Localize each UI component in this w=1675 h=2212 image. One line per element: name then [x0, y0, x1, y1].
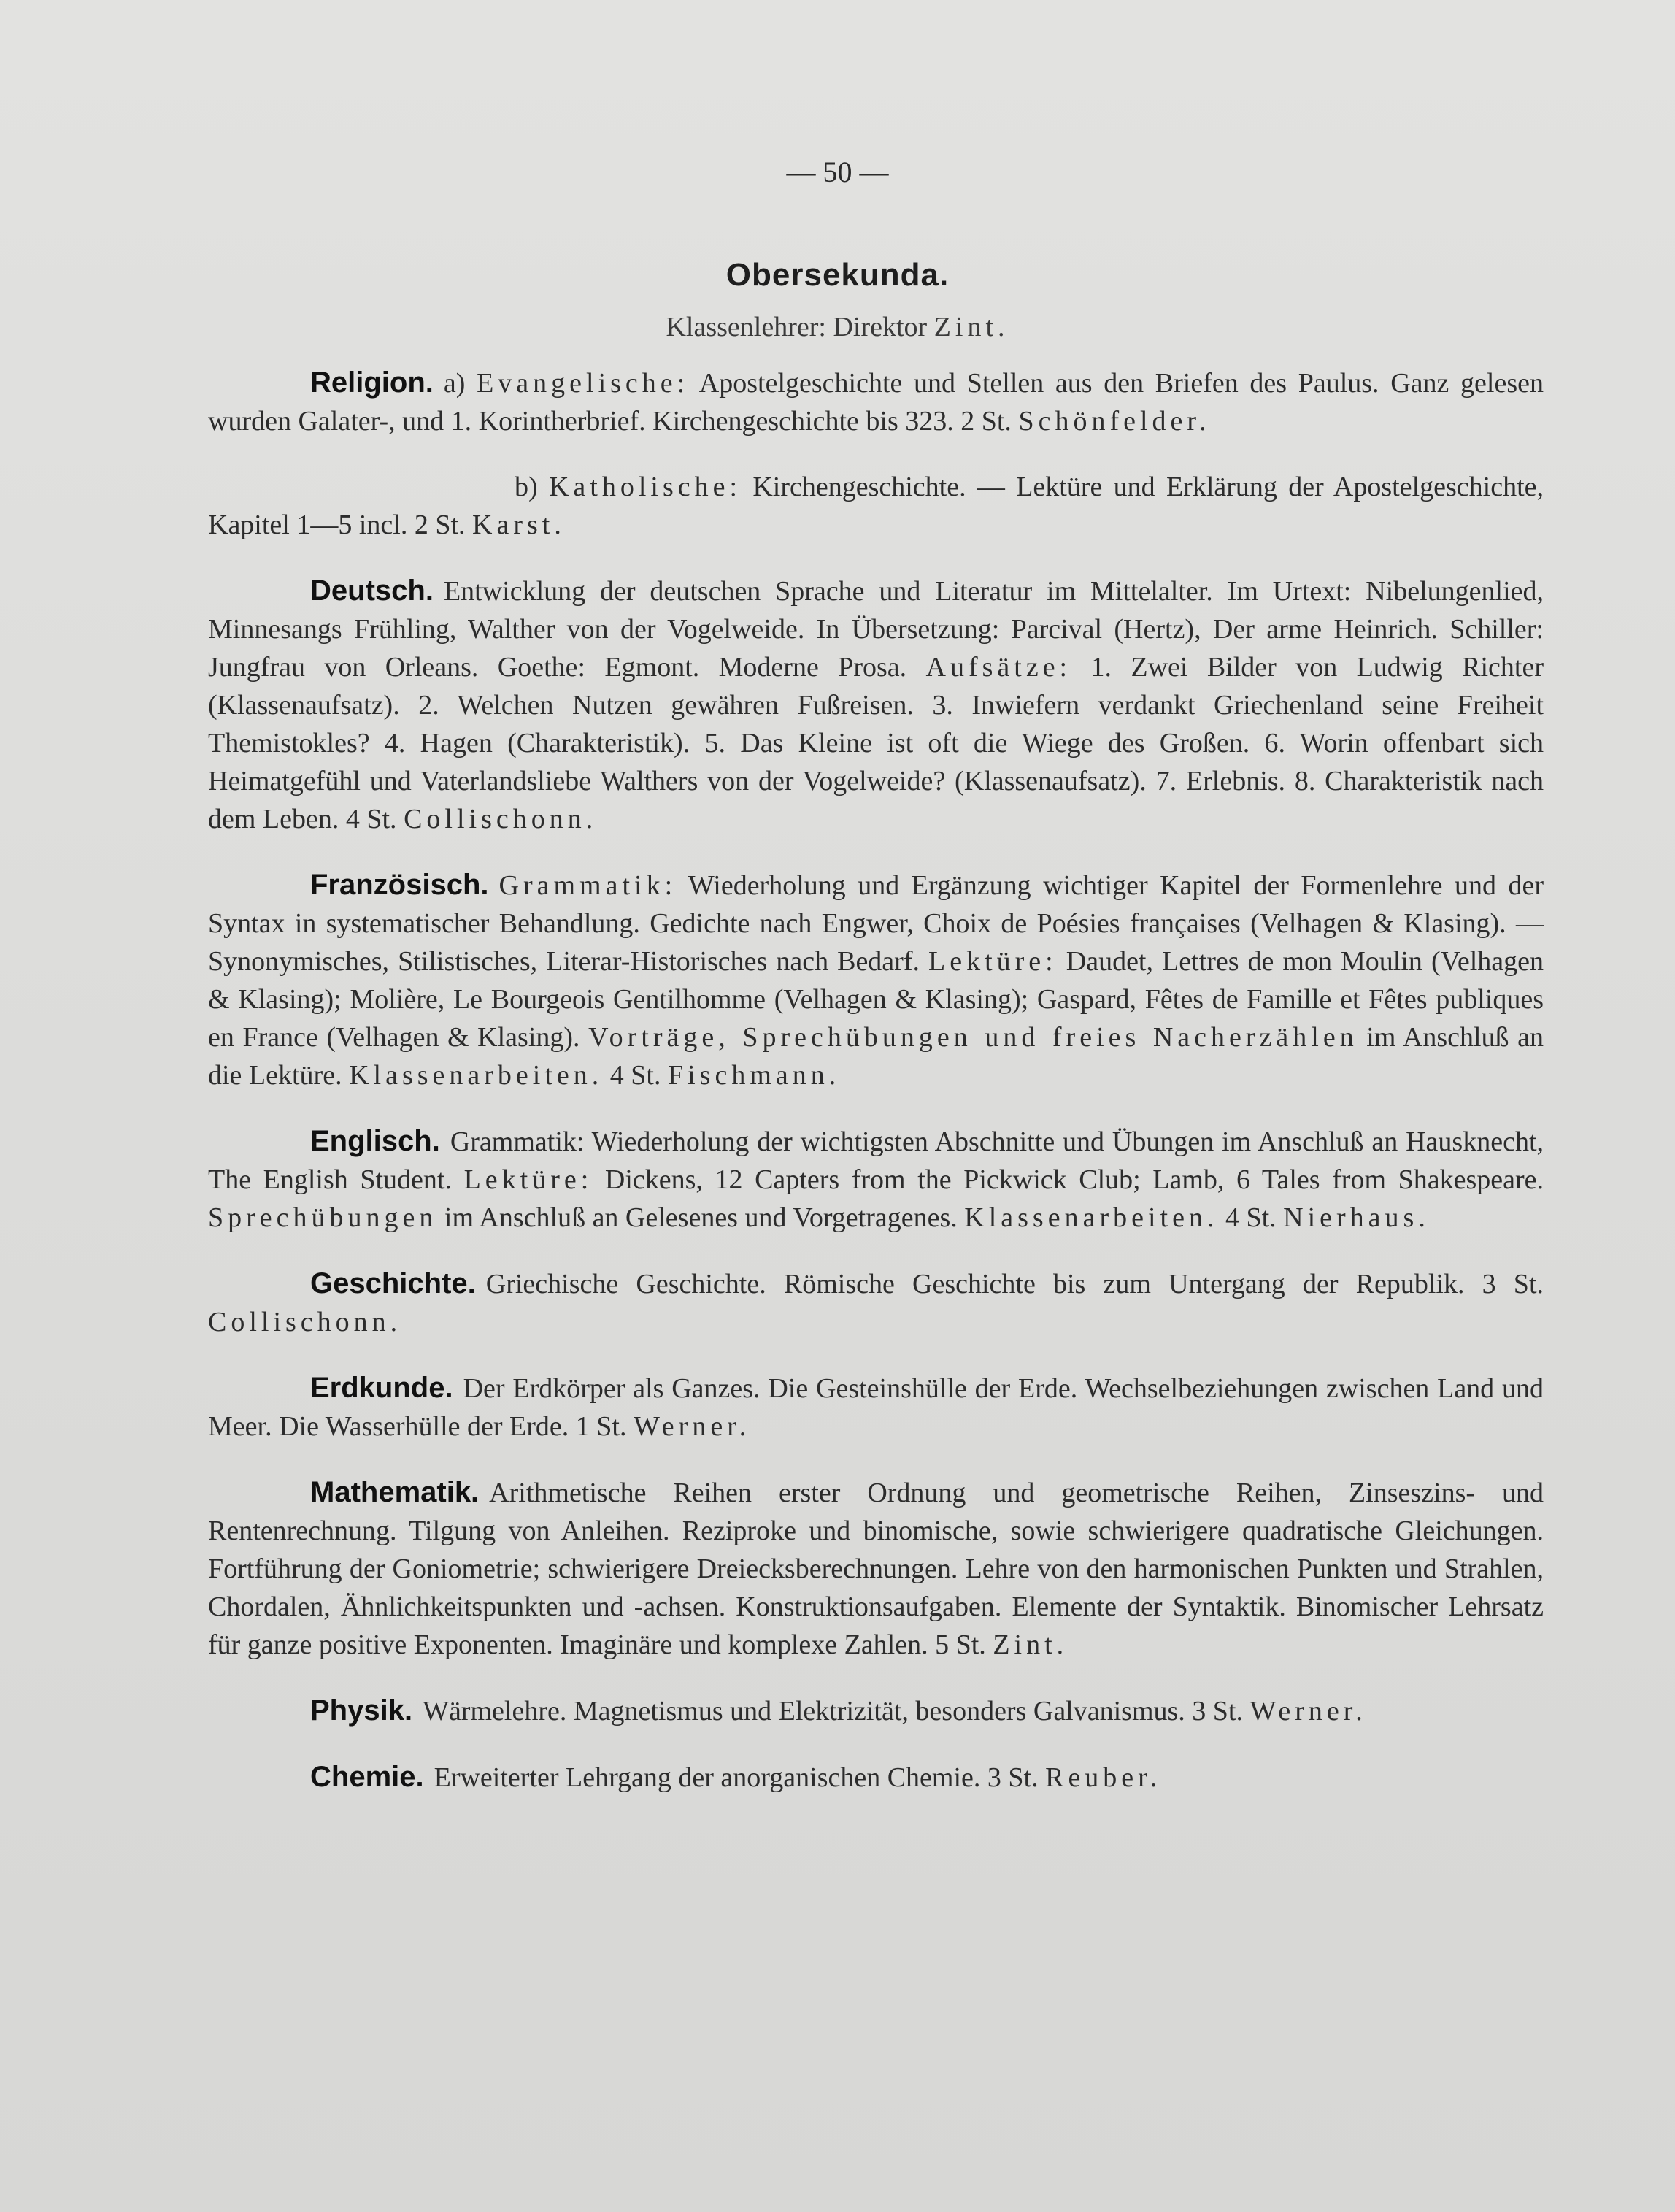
body-text: Arithmetische Reihen erster Ordnung und geometrische Reihen, Zinseszins- und Rentenrechnung. Tilgung von Anleihen. Reziproke und binomische, sowie schwierigere quadratische Gleichungen. Fortführung der Goniometrie; schwierigere Dreiecksberechnungen. Lehre von den harmonischen Punkten und Strahlen, Chordalen, Ähnlichkeitspunkten und -achsen. Konstruktionsaufgaben. Elemente der Syntaktik. Binomischer Lehrsatz für ganze positive Exponenten. Imaginäre und komplexe Zahlen. 5 St.: [208, 1478, 1544, 1660]
body-text: Wärmelehre. Magnetismus und Elektrizität, besonders Galvanismus. 3 St.: [423, 1696, 1250, 1727]
page-title: Obersekunda.: [725, 257, 950, 293]
body-text: Kirchengeschichte. — Lektüre und Erklärung der Apostelgeschichte, Kapitel 1—5 incl. 2 St.: [208, 472, 1544, 540]
body-text: 4 St.: [603, 1060, 668, 1091]
body-text: Wiederholung und Ergänzung wichtiger Kapitel der Formenlehre und der Syntax in systematischer Behandlung. Gedichte nach Engwer, Choix de Poésies françaises (Velhagen & Klasing). — Synonymisches, Stilistisches, Literar-Historisches nach Bedarf.: [208, 870, 1544, 977]
emphasized-text: Zint.: [993, 1629, 1068, 1660]
subject-heading: Französisch.: [310, 869, 489, 901]
body-text: b): [515, 472, 549, 502]
subject-section: [208, 1691, 1544, 1730]
subject-heading: Geschichte.: [310, 1267, 476, 1299]
subject-heading: Religion.: [310, 366, 434, 399]
subject-heading: Englisch.: [310, 1125, 440, 1157]
emphasized-text: Werner.: [1249, 1696, 1367, 1727]
subject-section: [208, 1369, 1544, 1445]
emphasized-text: Klassenarbeiten.: [964, 1202, 1219, 1233]
body-text: a): [443, 368, 477, 399]
body-text: Entwicklung der deutschen Sprache und Literatur im Mittelalter. Im Urtext: Nibelungenlied, Minnesangs Frühling, Walther von der Vogelweide. In Übersetzung: Parcival (Hertz), Der arme Heinrich. Schiller: Jungfrau von Orleans. Goethe: Egmont. Moderne Prosa.: [208, 576, 1544, 683]
emphasized-text: Evangelische:: [477, 368, 690, 399]
body-text: im Anschluß an Gelesenes und Vorgetragenes.: [437, 1202, 965, 1233]
subject-section: [208, 1758, 1544, 1797]
subject-heading: Physik.: [310, 1694, 413, 1727]
body-text: Daudet, Lettres de mon Moulin (Velhagen & Klasing); Molière, Le Bourgeois Gentilhomme (Velhagen & Klasing); Gaspard, Fêtes de Famille et Fêtes publiques en France (Velhagen & Klasing).: [208, 946, 1544, 1053]
body-text: Apostelgeschichte und Stellen aus den Briefen des Paulus. Ganz gelesen wurden Galater-, und 1. Korintherbrief. Kirchengeschichte bis 323. 2 St.: [208, 368, 1544, 437]
subject-section: [208, 572, 1544, 838]
emphasized-text: Fischmann.: [667, 1060, 841, 1091]
subject-section: [208, 1122, 1544, 1237]
emphasized-text: Sprechübungen: [208, 1202, 438, 1233]
body-text: Dickens, 12 Capters from the Pickwick Club; Lamb, 6 Tales from Shakespeare.: [593, 1164, 1544, 1195]
emphasized-text: Grammatik:: [498, 870, 677, 901]
subject-heading: Chemie.: [310, 1761, 424, 1793]
subject-section: [208, 1473, 1544, 1664]
emphasized-text: Klassenarbeiten.: [349, 1060, 604, 1091]
body-text: 4 St.: [1218, 1202, 1284, 1233]
emphasized-text: Collischonn.: [208, 1307, 402, 1337]
emphasized-text: Lektüre:: [463, 1164, 593, 1195]
emphasized-text: Werner.: [633, 1411, 751, 1442]
emphasized-text: Karst.: [472, 510, 566, 540]
subject-heading: Erdkunde.: [310, 1372, 453, 1404]
emphasized-text: Katholische:: [548, 472, 742, 502]
subject-heading: Mathematik.: [310, 1476, 480, 1508]
subject-section: [208, 1264, 1544, 1341]
emphasized-text: Schönfelder.: [1018, 406, 1211, 437]
curriculum-body: [208, 350, 1544, 1824]
class-teacher-label: Klassenlehrer: Direktor: [666, 312, 928, 342]
subject-heading: Deutsch.: [310, 575, 434, 607]
body-text: Griechische Geschichte. Römische Geschichte bis zum Untergang der Republik. 3 St.: [485, 1269, 1544, 1299]
body-text: im Anschluß an die Lektüre.: [208, 1022, 1544, 1091]
class-teacher-name: Zint.: [933, 312, 1009, 342]
body-text: Grammatik: Wiederholung der wichtigsten Abschnitte und Übungen im Anschluß an Hausknecht, The English Student.: [208, 1126, 1544, 1195]
page-number: — 50 —: [786, 155, 889, 188]
emphasized-text: Reuber.: [1045, 1762, 1162, 1793]
emphasized-text: Collischonn.: [404, 804, 598, 834]
emphasized-text: Lektüre:: [928, 946, 1058, 977]
body-text: Der Erdkörper als Ganzes. Die Gesteinshülle der Erde. Wechselbeziehungen zwischen Land und Meer. Die Wasserhülle der Erde. 1 St.: [208, 1373, 1544, 1442]
emphasized-text: Aufsätze:: [925, 652, 1072, 683]
body-text: 1. Zwei Bilder von Ludwig Richter (Klassenaufsatz). 2. Welchen Nutzen gewähren Fußreisen. 3. Inwiefern verdankt Griechenland seine Freiheit Themistokles? 4. Hagen (Charakteristik). 5. Das Kleine ist oft die Wiege des Großen. 6. Worin offenbart sich Heimatgefühl und Vaterlandsliebe Walthers von der Vogelweide? (Klassenaufsatz). 7. Erlebnis. 8. Charakteristik nach dem Leben. 4 St.: [208, 652, 1544, 834]
emphasized-text: Vorträge, Sprechübungen und freies Nacherzählen: [588, 1022, 1358, 1053]
body-text: Erweiterter Lehrgang der anorganischen Chemie. 3 St.: [434, 1762, 1046, 1793]
subject-section: [208, 468, 1544, 544]
class-teacher-line: [0, 311, 1675, 343]
emphasized-text: Nierhaus.: [1283, 1202, 1430, 1233]
subject-section: [208, 364, 1544, 440]
subject-section: [208, 866, 1544, 1094]
